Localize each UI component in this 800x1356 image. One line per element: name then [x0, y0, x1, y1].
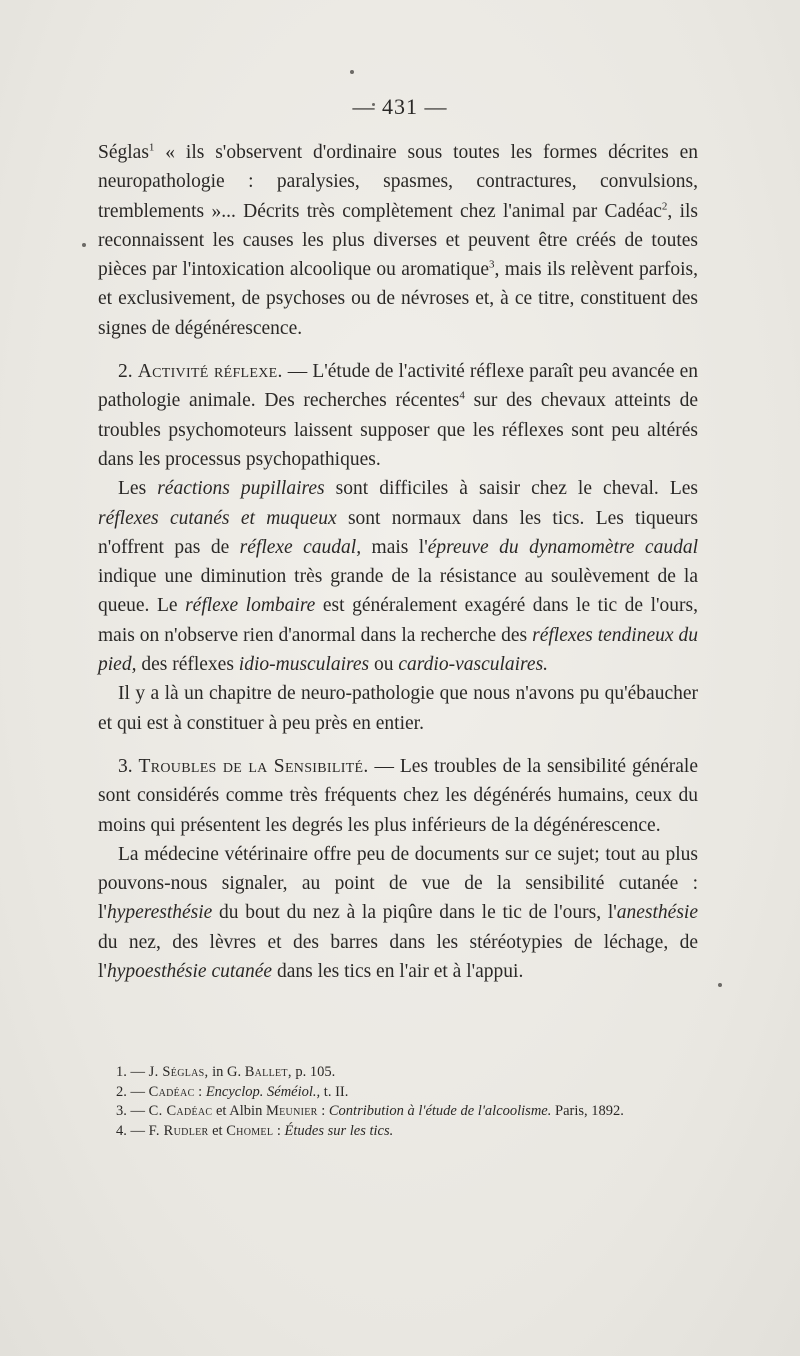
footnote: 2. — Cadéac : Encyclop. Séméiol., t. II.	[116, 1083, 349, 1100]
footnote: 1. — J. Séglas, in G. Ballet, p. 105.	[116, 1064, 336, 1080]
footnote: 4. — F. Rudler et Chomel : Études sur les tics.	[116, 1122, 394, 1139]
margin-speck	[718, 983, 722, 987]
paragraph-reactions: Les réactions pupillaires sont difficiles à saisir chez le cheval. Les réflexes cutanés et muqueux sont normaux dans les tics. Les tiqueurs n'offrent pas de réflexe caudal, mais l'épreuve du dynamomètre caudal indique une diminution très grande de la résistance au soulèvement de la queue. Le réflexe lombaire est généralement exagéré dans le tic de l'ours, mais on n'observe rien d'anormal dans la recherche des réflexes tendineux du pied, des réflexes idio-musculaires ou cardio-vasculaires.	[98, 478, 699, 676]
margin-speck	[82, 243, 86, 247]
footnote: 3. — C. Cadéac et Albin Meunier : Contribution à l'étude de l'alcoolisme. Paris, 1892.	[116, 1103, 624, 1119]
paragraph-medecine: La médecine vétérinaire offre peu de documents sur ce sujet; tout au plus pouvons-nous signaler, au point de vue de la sensibilité cutanée : l'hyperesthésie du bout du nez à la piqûre dans le tic de l'ours, l'anesthésie du nez, des lèvres et des barres dans les stéréotypies de léchage, de l'hypoesthésie cutanée dans les tics en l'air et à l'appui.	[98, 843, 698, 983]
section-activite-reflexe: 2. Activité réflexe. — L'étude de l'activité réflexe paraît peu avancée en pathologie animale. Des recherches récentes$^4$ sur des chevaux atteints de troubles psychomoteurs laissent supposer que les réflexes sont peu altérés dans les processus psychopathiques.	[98, 361, 698, 470]
footnote-ref[interactable]: 3	[489, 258, 495, 271]
paragraph-chapitre: Il y a là un chapitre de neuro-pathologie que nous n'avons pu qu'ébaucher et qui est à constituer à peu près en entier.	[98, 683, 698, 734]
footnote-ref[interactable]: 2	[661, 200, 668, 213]
section-heading: Activité réflexe.	[137, 361, 283, 383]
footnote-ref[interactable]: 1	[148, 141, 155, 154]
footnotes	[98, 1063, 698, 1141]
footnote-ref[interactable]: 4	[459, 389, 465, 402]
page-number: — 431 —	[352, 94, 448, 119]
section-troubles-sensibilite: 3. Troubles de la Sensibilité. — Les troubles de la sensibilité générale sont considérés comme très fréquents chez les dégénérés humains, ceux du moins qui présentent les degrés les plus inférieurs de la dégénérescence.	[98, 755, 698, 836]
body-text	[98, 138, 698, 986]
margin-speck	[350, 70, 354, 74]
paragraph-seglas: Séglas$^1$ « ils s'observent d'ordinaire sous toutes les formes décrites en neuropathologie : paralysies, spasmes, contractures, convulsions, tremblements »... Décrits très complètement chez l'animal par Cadéac$^2$, ils reconnaissent les causes les plus diverses et peuvent être créés de toutes pièces par l'intoxication alcoolique ou aromatique$^3$, mais ils relèvent parfois, et exclusivement, de psychoses ou de névroses et, à ce titre, constituent des signes de dégénérescence.	[98, 141, 698, 339]
section-heading: Troubles de la Sensibilité.	[138, 755, 369, 777]
